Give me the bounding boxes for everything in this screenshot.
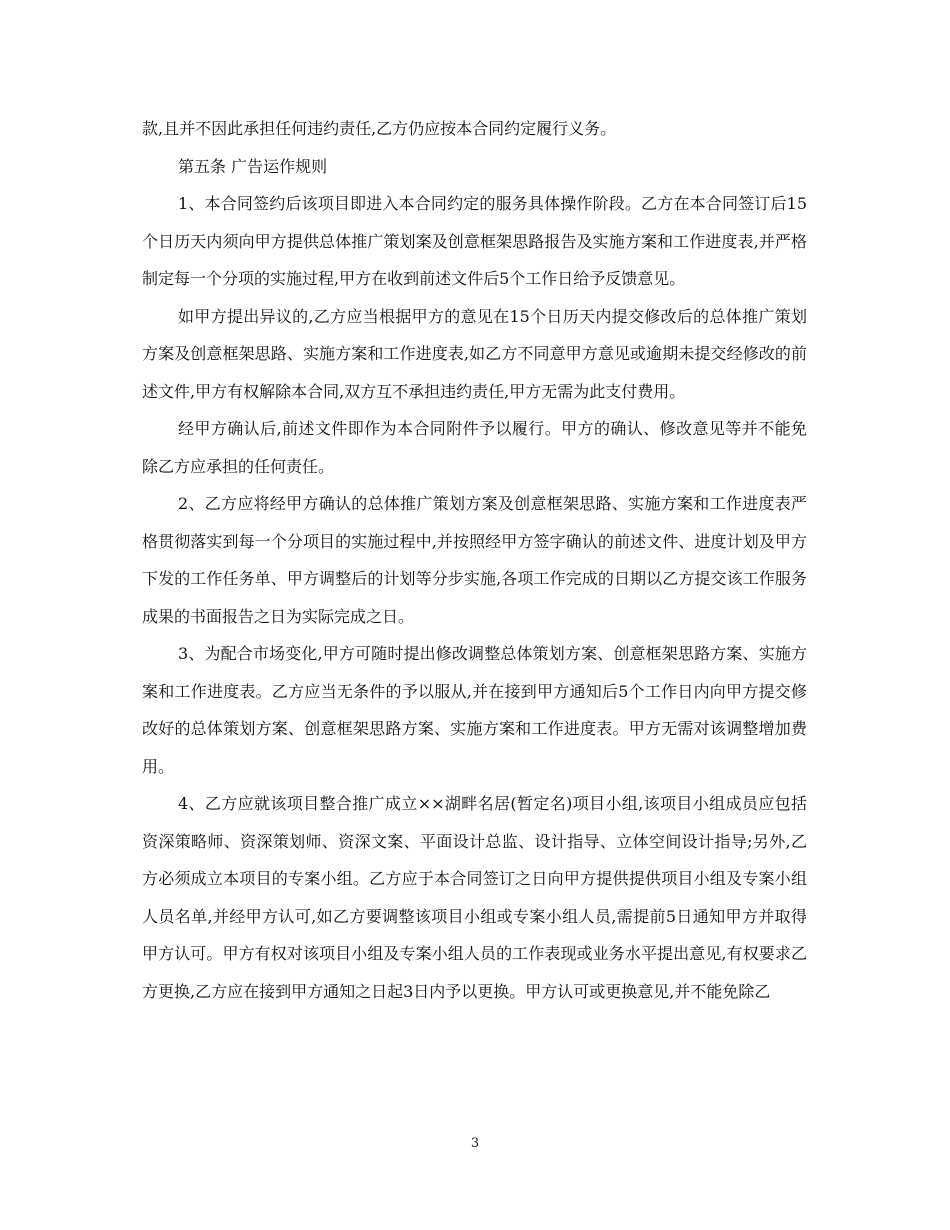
paragraph-clause-3: 3、为配合市场变化,甲方可随时提出修改调整总体策划方案、创意框架思路方案、实施方案和工作进度表。乙方应当无条件的予以服从,并在接到甲方通知后5个工作日内向甲方提交修改好的总体策划方案、创意框架思路方案、实施方案和工作进度表。甲方无需对该调整增加费用。	[142, 644, 807, 776]
page-number: 3	[470, 1136, 480, 1151]
paragraph-continuation: 款,且并不因此承担任何违约责任,乙方仍应按本合同约定履行义务。	[142, 119, 617, 138]
paragraph-clause-4: 4、乙方应就该项目整合推广成立××湖畔名居(暂定名)项目小组,该项目小组成员应包括资深策略师、资深策划师、资深文案、平面设计总监、设计指导、立体空间设计指导;另外,乙方必须成立本项目的专案小组。乙方应于本合同签订之日向甲方提供提供项目小组及专案小组人员名单,并经甲方认可,如乙方要调整该项目小组或专案小组人员,需提前5日通知甲方并取得甲方认可。甲方有权对该项目小组及专案小组人员的工作表现或业务水平提出意见,有权要求乙方更换,乙方应在接到甲方通知之日起3日内予以更换。甲方认可或更换意见,并不能免除乙	[142, 794, 807, 1001]
paragraph-objection: 如甲方提出异议的,乙方应当根据甲方的意见在15个日历天内提交修改后的总体推广策划方案及创意框架思路、实施方案和工作进度表,如乙方不同意甲方意见或逾期未提交经修改的前述文件,甲方有权解除本合同,双方互不承担违约责任,甲方无需为此支付费用。	[142, 306, 807, 401]
article-heading: 第五条 广告运作规则	[178, 156, 328, 176]
paragraph-clause-1: 1、本合同签约后该项目即进入本合同约定的服务具体操作阶段。乙方在本合同签订后15个日历天内须向甲方提供总体推广策划案及创意框架思路报告及实施方案和工作进度表,并严格制定每一个分项的实施过程,甲方在收到前述文件后5个工作日给予反馈意见。	[142, 194, 807, 288]
paragraph-confirmation: 经甲方确认后,前述文件即作为本合同附件予以履行。甲方的确认、修改意见等并不能免除乙方应承担的任何责任。	[142, 419, 807, 476]
document-body	[142, 110, 807, 1010]
paragraph-clause-2: 2、乙方应将经甲方确认的总体推广策划方案及创意框架思路、实施方案和工作进度表严格贯彻落实到每一个分项目的实施过程中,并按照经甲方签字确认的前述文件、进度计划及甲方下发的工作任务单、甲方调整后的计划等分步实施,各项工作完成的日期以乙方提交该工作服务成果的书面报告之日为实际完成之日。	[142, 494, 807, 626]
